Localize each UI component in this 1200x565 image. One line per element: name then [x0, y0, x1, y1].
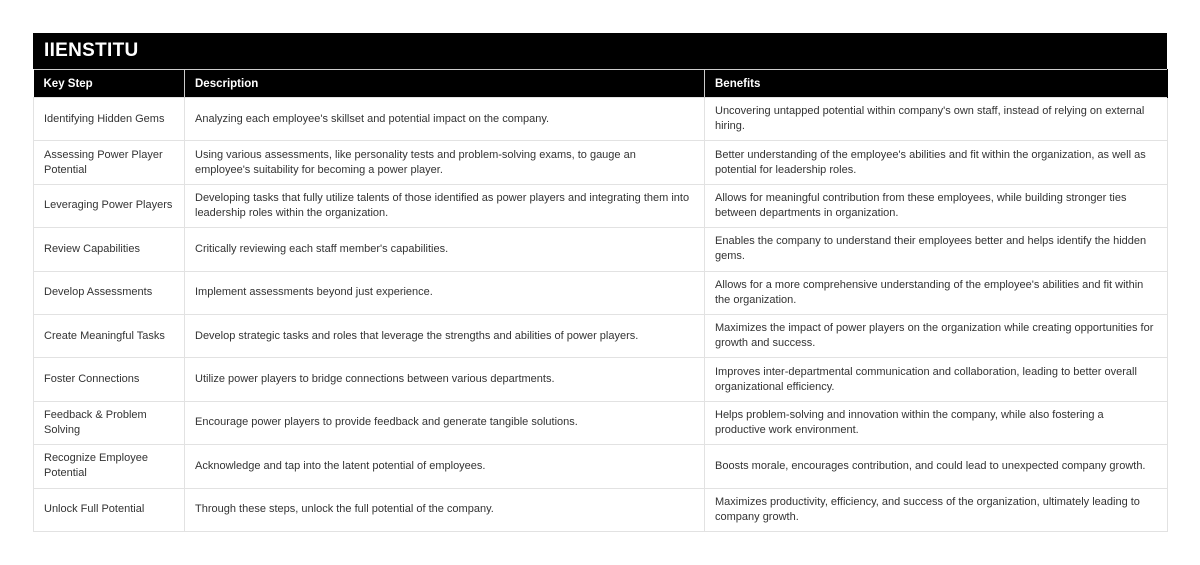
- cell-description: Acknowledge and tap into the latent potential of employees.: [185, 445, 705, 488]
- cell-description: Encourage power players to provide feedback and generate tangible solutions.: [185, 401, 705, 444]
- cell-benefits: Maximizes productivity, efficiency, and success of the organization, ultimately leading to company growth.: [705, 488, 1168, 531]
- cell-benefits: Improves inter-departmental communication and collaboration, leading to better overall organizational efficiency.: [705, 358, 1168, 401]
- header-benefits: Benefits: [705, 70, 1168, 98]
- cell-benefits: Helps problem-solving and innovation within the company, while also fostering a productive work environment.: [705, 401, 1168, 444]
- cell-benefits: Allows for meaningful contribution from these employees, while building stronger ties between departments in organization.: [705, 184, 1168, 227]
- cell-key-step: Develop Assessments: [34, 271, 185, 314]
- table-row: [34, 228, 1168, 271]
- table-row: [34, 98, 1168, 141]
- cell-benefits: Allows for a more comprehensive understanding of the employee's abilities and fit within the organization.: [705, 271, 1168, 314]
- cell-benefits: Maximizes the impact of power players on the organization while creating opportunities for growth and success.: [705, 314, 1168, 357]
- header-key-step: Key Step: [34, 70, 185, 98]
- cell-benefits: Better understanding of the employee's abilities and fit within the organization, as well as potential for leadership roles.: [705, 141, 1168, 184]
- cell-description: Developing tasks that fully utilize talents of those identified as power players and integrating them into leadership roles within the organization.: [185, 184, 705, 227]
- table-row: [34, 271, 1168, 314]
- cell-description: Using various assessments, like personality tests and problem-solving exams, to gauge an employee's suitability for becoming a power player.: [185, 141, 705, 184]
- header-row: [34, 70, 1168, 98]
- cell-key-step: Leveraging Power Players: [34, 184, 185, 227]
- cell-description: Develop strategic tasks and roles that leverage the strengths and abilities of power players.: [185, 314, 705, 357]
- table-row: [34, 314, 1168, 357]
- cell-description: Analyzing each employee's skillset and potential impact on the company.: [185, 98, 705, 141]
- cell-description: Utilize power players to bridge connections between various departments.: [185, 358, 705, 401]
- cell-description: Critically reviewing each staff member's capabilities.: [185, 228, 705, 271]
- table-row: [34, 141, 1168, 184]
- table-row: [34, 401, 1168, 444]
- cell-key-step: Assessing Power Player Potential: [34, 141, 185, 184]
- cell-description: Implement assessments beyond just experience.: [185, 271, 705, 314]
- table-container: [33, 33, 1167, 532]
- table-row: [34, 445, 1168, 488]
- cell-benefits: Enables the company to understand their employees better and helps identify the hidden gems.: [705, 228, 1168, 271]
- cell-key-step: Review Capabilities: [34, 228, 185, 271]
- table-row: [34, 488, 1168, 531]
- cell-key-step: Identifying Hidden Gems: [34, 98, 185, 141]
- table-row: [34, 358, 1168, 401]
- cell-benefits: Boosts morale, encourages contribution, and could lead to unexpected company growth.: [705, 445, 1168, 488]
- cell-description: Through these steps, unlock the full potential of the company.: [185, 488, 705, 531]
- cell-key-step: Create Meaningful Tasks: [34, 314, 185, 357]
- cell-key-step: Feedback & Problem Solving: [34, 401, 185, 444]
- table-row: [34, 184, 1168, 227]
- cell-key-step: Unlock Full Potential: [34, 488, 185, 531]
- key-steps-table: [33, 69, 1168, 532]
- cell-key-step: Recognize Employee Potential: [34, 445, 185, 488]
- brand-title: IIENSTITU: [33, 33, 1167, 69]
- cell-key-step: Foster Connections: [34, 358, 185, 401]
- cell-benefits: Uncovering untapped potential within company's own staff, instead of relying on external hiring.: [705, 98, 1168, 141]
- header-description: Description: [185, 70, 705, 98]
